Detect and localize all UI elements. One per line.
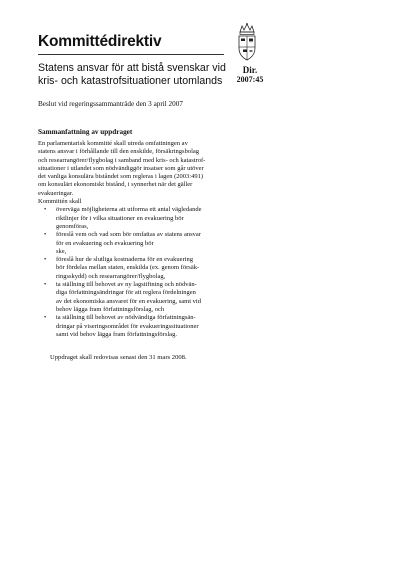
summary-heading: Sammanfattning av uppdraget: [38, 128, 133, 136]
task-line: behov lägga fram författningsförslag, och: [56, 305, 165, 313]
bullet-icon: •: [44, 206, 47, 214]
task-line: för en evakuering och evakuering bör: [56, 239, 154, 247]
task-item: [38, 231, 268, 256]
swedish-coat-of-arms-icon: [233, 22, 261, 62]
bullet-icon: •: [44, 231, 47, 239]
summary-paragraph: [38, 140, 268, 198]
task-line: föreslå vem och vad som bör omfattas av statens ansvar: [56, 231, 201, 239]
task-line: samt vid behov lägga fram författningsförslag.: [56, 330, 177, 338]
summary-body: [38, 140, 268, 339]
task-line: dringar på viseringsområdet för evakueringssituationer: [56, 322, 199, 330]
report-deadline: Uppdraget skall redovisas senast den 31 mars 2008.: [50, 354, 187, 361]
paragraph-line: och researrangörer/flygbolag i samband med kris- och katastrof-: [38, 156, 206, 164]
task-line: ringsskydd) och researrangörer/flygbolag,: [56, 272, 166, 280]
bullet-icon: •: [44, 281, 47, 289]
task-item: [38, 206, 268, 231]
task-list: [38, 206, 268, 339]
bullet-icon: •: [44, 314, 47, 322]
task-line: riktlinjer för i vilka situationer en evakuering bör: [56, 214, 184, 222]
task-item: [38, 256, 268, 281]
paragraph-line: statens ansvar i förhållande till den enskilde, försäkringsbolag: [38, 148, 200, 156]
task-line: diga författningsändringar för att reglera fördelningen: [56, 289, 196, 297]
bullet-icon: •: [44, 256, 47, 264]
paragraph-line: En parlamentarisk kommitté skall utreda omfattningen av: [38, 140, 188, 147]
task-item: [38, 314, 268, 339]
task-line: ske,: [56, 247, 67, 255]
directive-label: Dir.: [242, 65, 258, 75]
task-line: av det ekonomiska ansvaret för en evakuering, samt vid: [56, 297, 201, 305]
task-line: bör fördelas mellan staten, enskilda (ex. genom försäk-: [56, 264, 200, 272]
paragraph-line: det vanliga konsulära biståndet som regleras i lagen (2003:491): [38, 173, 203, 181]
task-line: ta ställning till behovet av ny lagstiftning och nödvän-: [56, 281, 197, 289]
paragraph-line: evakueringar.: [38, 189, 74, 197]
task-line: ta ställning till behovet av nödvändiga författningsän-: [56, 314, 196, 322]
directive-title: [38, 62, 238, 87]
paragraph-line: situationer i utlandet som nödvändiggör insatser som går utöver: [38, 164, 204, 172]
directive-title-line: kris- och katastrofsituationer utomlands: [38, 74, 223, 87]
tasks-intro: Kommittén skall: [38, 198, 82, 206]
task-line: överväga möjligheterna att utforma ett antal vägledande: [56, 206, 202, 214]
task-line: föreslå hur de slutliga kostnaderna för en evakuering: [56, 256, 193, 264]
document-type-heading: Kommittédirektiv: [38, 33, 162, 50]
directive-number: 2007:45: [236, 75, 264, 84]
paragraph-line: om konsulärt ekonomiskt bistånd, i synnerhet när det gäller: [38, 181, 193, 189]
directive-title-line: Statens ansvar för att bistå svenskar vid: [38, 62, 226, 74]
header-rule: [38, 54, 224, 55]
task-line: genomföras,: [56, 222, 89, 230]
task-item: [38, 281, 268, 314]
decision-line: Beslut vid regeringssammanträde den 3 april 2007: [38, 100, 183, 108]
